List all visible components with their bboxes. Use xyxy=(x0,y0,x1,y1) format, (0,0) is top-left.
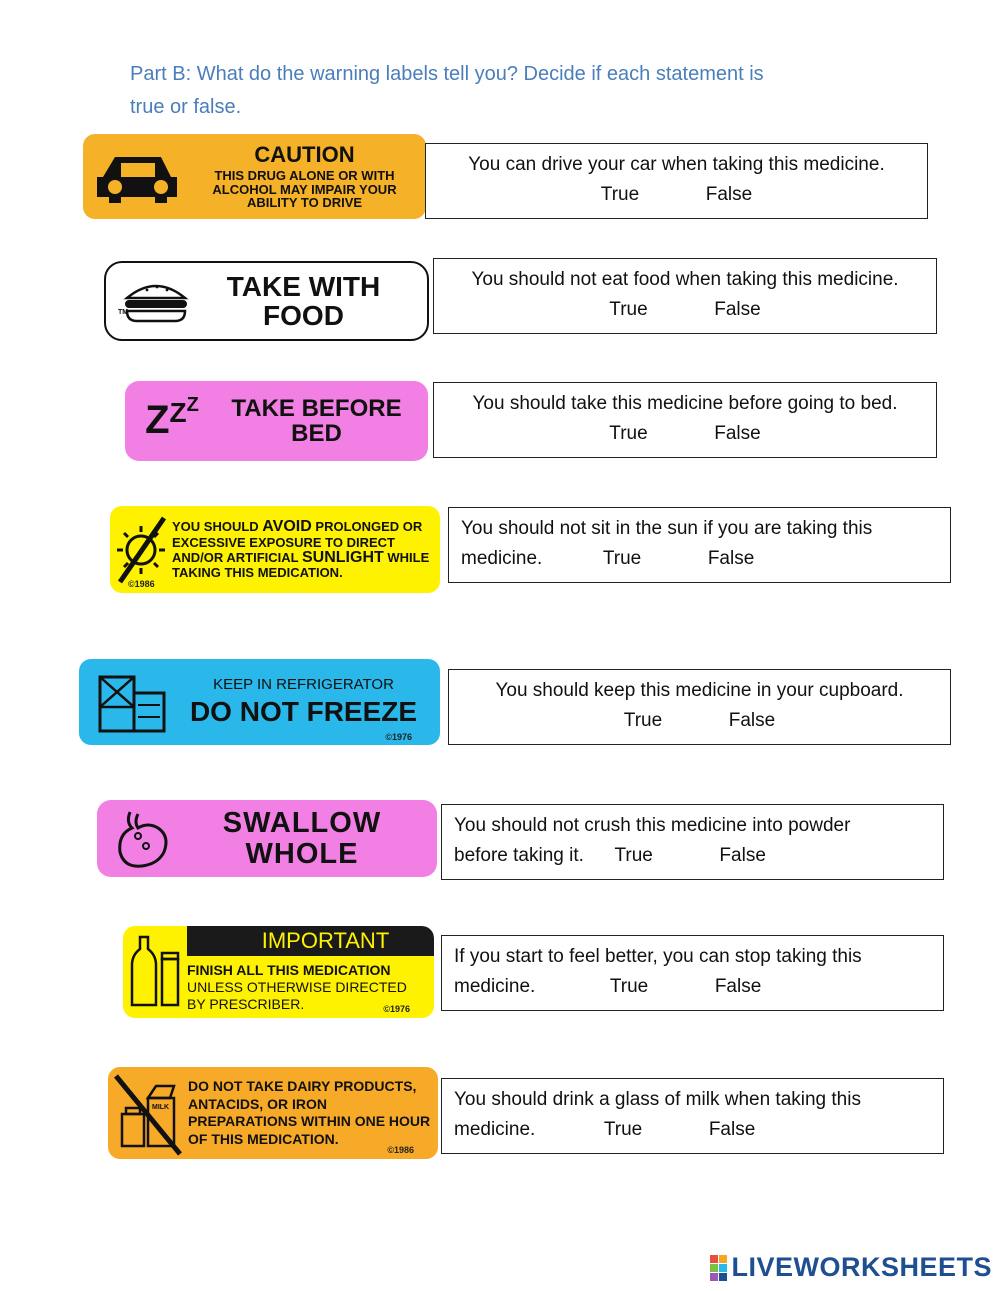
true-option[interactable]: True xyxy=(609,976,649,997)
unless-directed-text: UNLESS OTHERWISE DIRECTED BY PRESCRIBER. xyxy=(187,978,407,1012)
heading-line-1: Part B: What do the warning labels tell you? Decide if each statement is xyxy=(130,63,764,85)
avoid-sunlight-label: YOU SHOULD AVOID PROLONGED OR EXCESSIVE EXPOSURE TO DIRECT AND/OR ARTIFICIAL SUNLIGHT WHILE TAKING THIS MEDICATION. ©1986 xyxy=(110,506,440,593)
important-banner: IMPORTANT xyxy=(187,926,434,956)
take-with-food-text: TAKE WITH FOOD xyxy=(226,270,381,331)
liveworksheets-logo xyxy=(710,1252,992,1283)
heading-line-2: true or false. xyxy=(130,96,242,118)
copyright-text: ©1986 xyxy=(128,579,155,589)
stomach-icon xyxy=(97,808,197,870)
statement-box-3 xyxy=(433,382,937,458)
no-sun-icon xyxy=(110,514,172,586)
caution-drive-label xyxy=(83,134,426,219)
take-before-bed-label xyxy=(125,381,428,461)
logo-blocks-icon xyxy=(710,1255,727,1281)
statement-text: If you start to feel better, you can stop taking this xyxy=(454,946,862,967)
true-option[interactable]: True xyxy=(602,548,642,569)
statement-text: You should not crush this medicine into powder xyxy=(454,815,851,836)
false-option[interactable]: False xyxy=(719,845,766,866)
true-option[interactable]: True xyxy=(603,1119,643,1140)
statement-text: You should not sit in the sun if you are taking this xyxy=(461,518,873,539)
true-option[interactable]: True xyxy=(623,710,663,731)
caution-text: THIS DRUG ALONE OR WITH ALCOHOL MAY IMPAIR YOUR ABILITY TO DRIVE xyxy=(212,168,397,211)
burger-icon xyxy=(106,278,206,324)
statement-text: You can drive your car when taking this medicine. xyxy=(468,154,885,175)
finish-medication-label xyxy=(123,926,434,1018)
false-option[interactable]: False xyxy=(714,423,761,444)
statement-text: You should take this medicine before going to bed. xyxy=(472,393,898,414)
false-option[interactable]: False xyxy=(708,1119,756,1140)
false-option[interactable]: False xyxy=(707,548,755,569)
statement-text-cont: medicine. xyxy=(454,1119,536,1140)
do-not-freeze-label xyxy=(79,659,440,745)
copyright-text: ©1976 xyxy=(383,1004,410,1014)
car-icon xyxy=(83,149,193,205)
swallow-whole-label xyxy=(97,800,437,877)
copyright-text: ©1976 xyxy=(385,732,412,742)
statement-box-2 xyxy=(433,258,937,334)
statement-text-cont: medicine. xyxy=(461,548,543,569)
true-option[interactable]: True xyxy=(600,184,640,205)
statement-box-7 xyxy=(441,935,944,1011)
statement-box-6 xyxy=(441,804,944,880)
swallow-whole-text: SWALLOW WHOLE xyxy=(222,807,382,870)
keep-refrigerated-text: KEEP IN REFRIGERATOR xyxy=(213,676,394,694)
statement-text: You should not eat food when taking this medicine. xyxy=(471,269,899,290)
true-option[interactable]: True xyxy=(609,423,648,444)
statement-box-8 xyxy=(441,1078,944,1154)
true-option[interactable]: True xyxy=(609,299,648,320)
statement-text: You should drink a glass of milk when taking this xyxy=(454,1089,861,1110)
true-option[interactable]: True xyxy=(614,845,653,866)
statement-box-4 xyxy=(448,507,951,583)
do-not-freeze-text: DO NOT FREEZE xyxy=(189,696,418,728)
milk-carton-text: MILK xyxy=(152,1104,170,1111)
statement-text-cont: medicine. xyxy=(454,976,536,997)
logo-text: LIVEWORKSHEETS xyxy=(731,1252,992,1282)
false-option[interactable]: False xyxy=(714,299,761,320)
statement-box-1 xyxy=(425,143,928,219)
false-option[interactable]: False xyxy=(728,710,776,731)
statement-text-cont: before taking it. xyxy=(454,845,584,866)
refrigerator-icon xyxy=(79,667,181,737)
bottles-icon xyxy=(123,926,187,1018)
statement-box-5 xyxy=(448,669,951,745)
no-dairy-icon xyxy=(108,1070,188,1156)
statement-text: You should keep this medicine in your cupboard. xyxy=(495,680,904,701)
no-dairy-text: DO NOT TAKE DAIRY PRODUCTS, ANTACIDS, OR IRON PREPARATIONS WITHIN ONE HOUR OF THIS MEDICATION. xyxy=(188,1078,431,1147)
take-with-food-label xyxy=(104,261,429,341)
take-before-bed-text: TAKE BEFORE BED xyxy=(231,394,402,447)
false-option[interactable]: False xyxy=(714,976,762,997)
no-dairy-label xyxy=(108,1067,438,1159)
instructions-heading xyxy=(130,58,850,124)
caution-title: CAUTION xyxy=(254,141,355,167)
trademark-mark: TM xyxy=(118,309,129,316)
sleep-zzz-icon: Z Z Z xyxy=(145,393,199,442)
finish-medication-text: FINISH ALL THIS MEDICATION xyxy=(187,962,391,978)
copyright-text: ©1986 xyxy=(387,1145,414,1155)
false-option[interactable]: False xyxy=(705,184,753,205)
